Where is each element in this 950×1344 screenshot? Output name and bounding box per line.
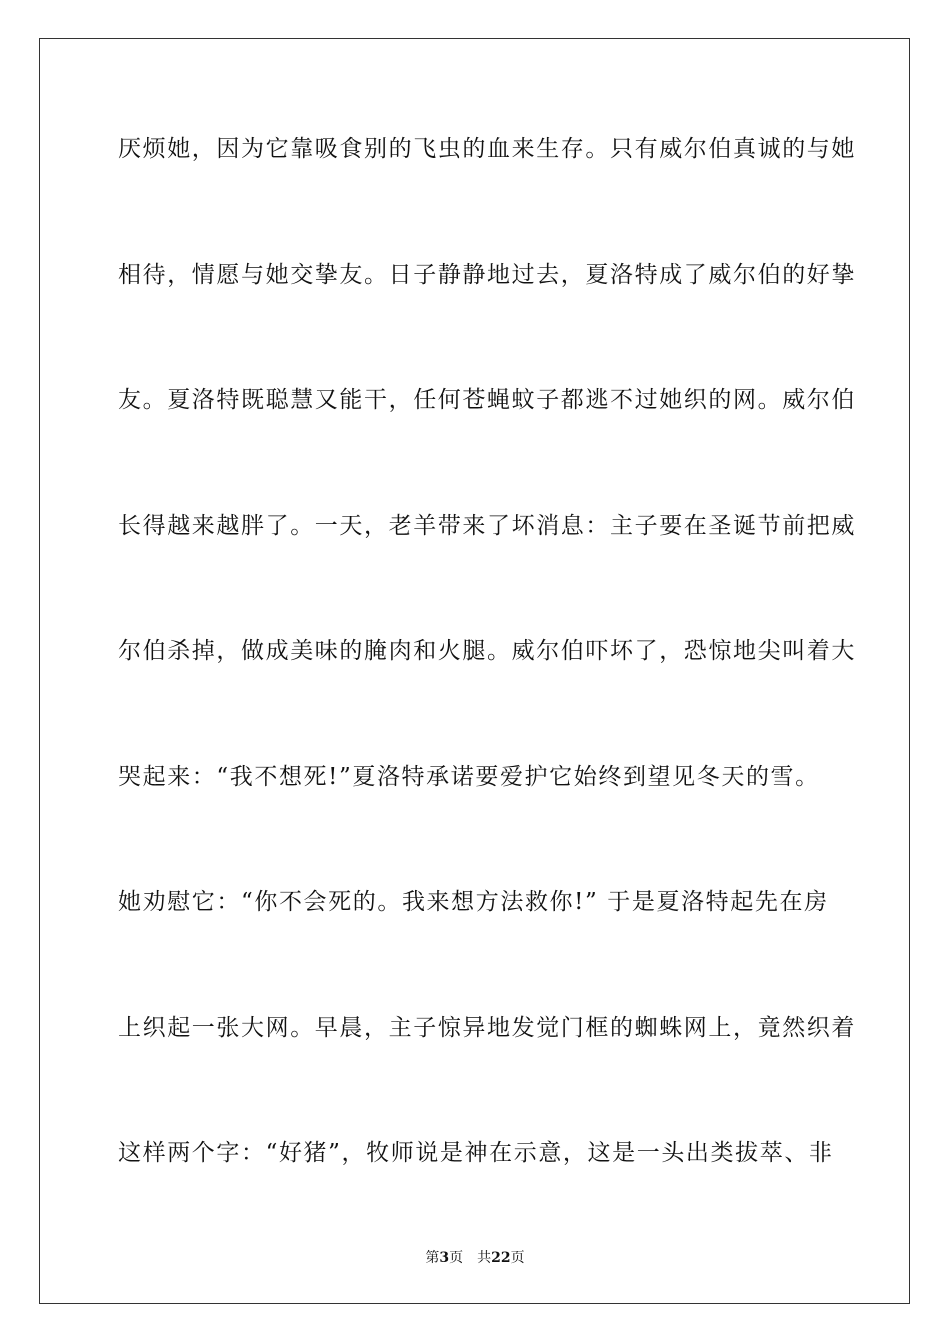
text-line-8: 上织起一张大网。早晨，主子惊异地发觉门框的蜘蛛网上，竟然织着 <box>118 1014 856 1041</box>
text-line-4: 长得越来越胖了。一天，老羊带来了坏消息：主子要在圣诞节前把威 <box>118 512 856 539</box>
total-pages: 22 <box>491 1250 511 1266</box>
page-prefix: 第 <box>425 1250 440 1266</box>
text-line-2: 相待，情愿与她交挚友。日子静静地过去，夏洛特成了威尔伯的好挚 <box>118 261 856 288</box>
page-number: 3 <box>439 1250 450 1266</box>
text-line-1: 厌烦她，因为它靠吸食别的飞虫的血来生存。只有威尔伯真诚的与她 <box>118 136 856 162</box>
text-line-9: 这样两个字：“好猪”，牧师说是神在示意，这是一头出类拔萃、非 <box>118 1140 834 1166</box>
page-suffix: 页 <box>449 1250 464 1266</box>
page-footer <box>0 1247 950 1267</box>
text-line-3: 友。夏洛特既聪慧又能干，任何苍蝇蚊子都逃不过她织的网。威尔伯 <box>118 387 856 413</box>
text-line-7: 她劝慰它：“你不会死的。我来想方法救你!” 于是夏洛特起先在房 <box>118 889 829 915</box>
total-suffix: 页 <box>510 1250 525 1266</box>
text-line-6: 哭起来：“我不想死!”夏洛特承诺要爱护它始终到望见冬天的雪。 <box>118 763 820 790</box>
text-line-5: 尔伯杀掉，做成美味的腌肉和火腿。威尔伯吓坏了，恐惊地尖叫着大 <box>118 638 856 664</box>
total-prefix: 共 <box>477 1250 492 1266</box>
document-body <box>118 125 856 1255</box>
